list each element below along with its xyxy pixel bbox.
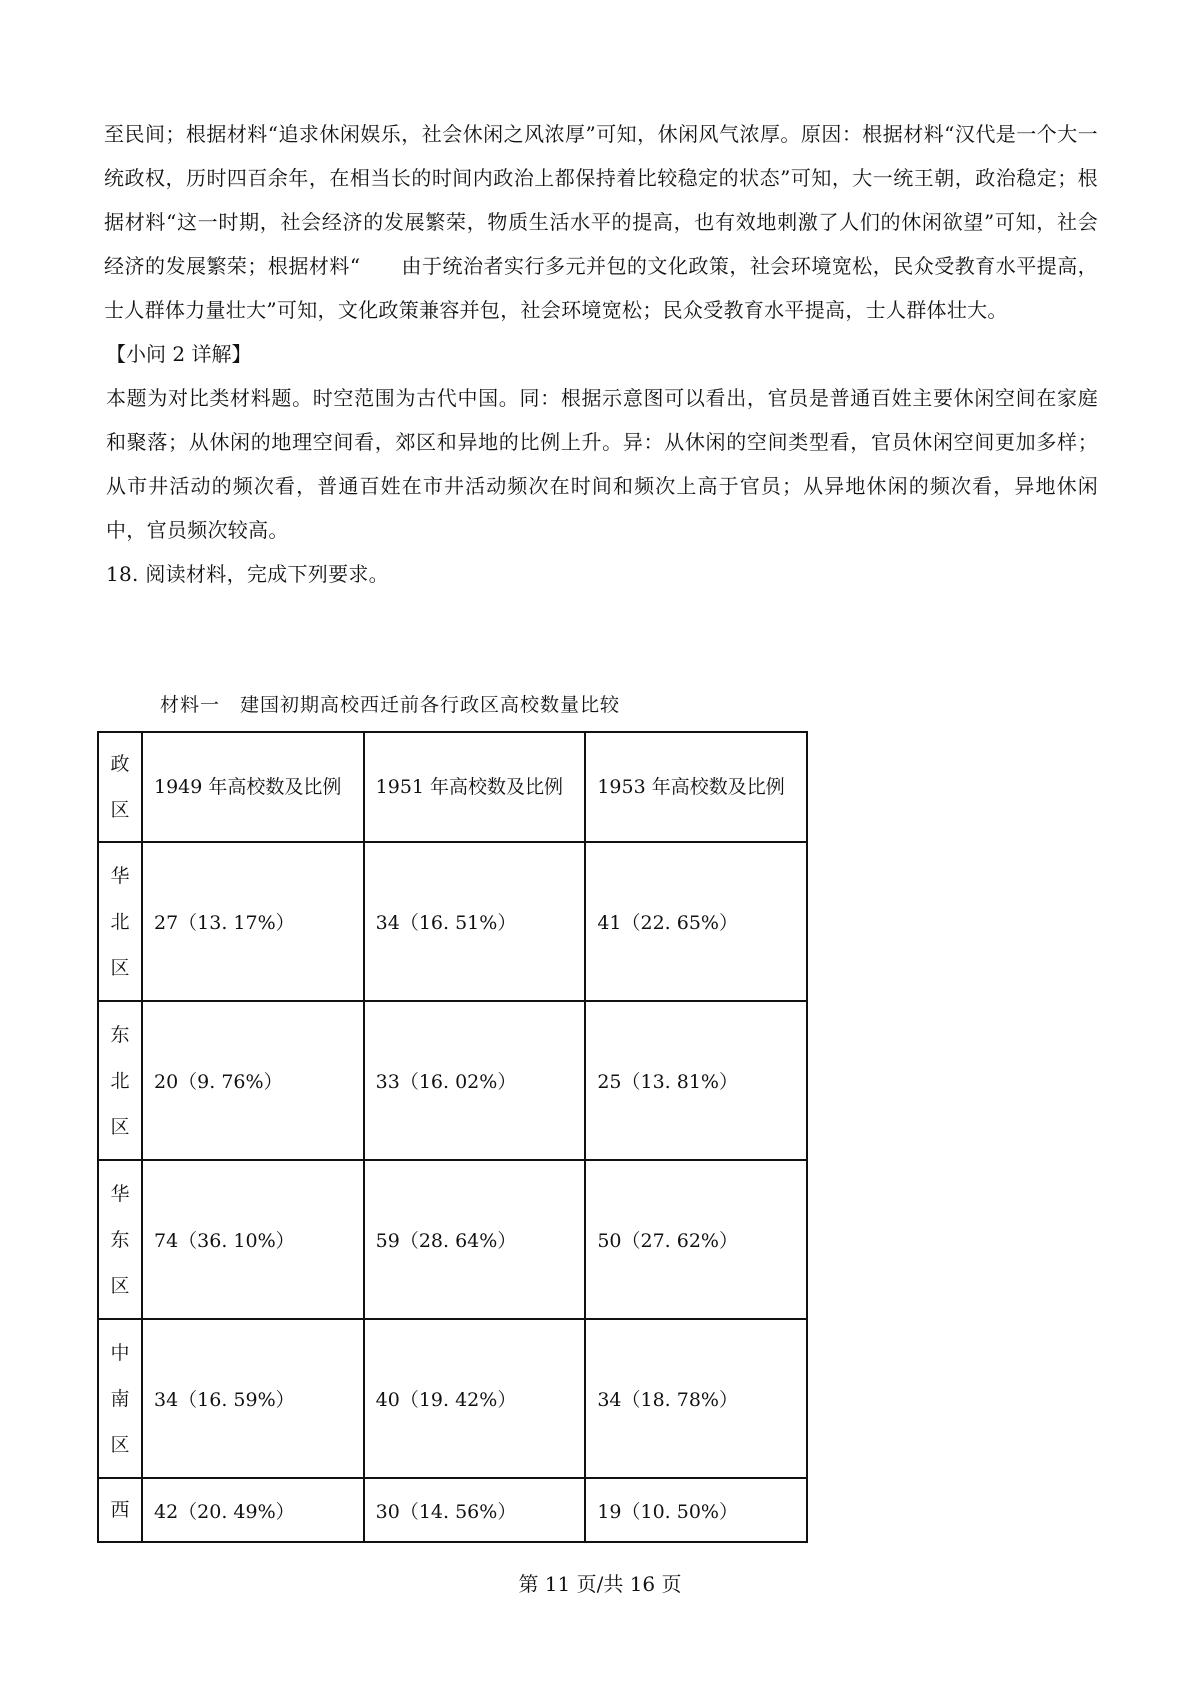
- table-row: [98, 1160, 807, 1319]
- table-caption: 材料一 建国初期高校西迁前各行政区高校数量比较: [160, 694, 621, 716]
- value-1949: 42（20. 49%）: [142, 1478, 364, 1542]
- region-cell: 华东区: [98, 1160, 142, 1319]
- table-row: [98, 842, 807, 1001]
- value-1951: 33（16. 02%）: [364, 1001, 586, 1160]
- header-1953: 1953 年高校数及比例: [585, 732, 807, 842]
- document-body: [106, 112, 1098, 596]
- subquestion-heading: 【小问 2 详解】: [106, 342, 252, 366]
- header-region: 政区: [98, 732, 142, 842]
- value-1951: 30（14. 56%）: [364, 1478, 586, 1542]
- table-row: [98, 1001, 807, 1160]
- value-1951: 59（28. 64%）: [364, 1160, 586, 1319]
- value-1953: 50（27. 62%）: [585, 1160, 807, 1319]
- region-cell: 中南区: [98, 1319, 142, 1478]
- value-1951: 40（19. 42%）: [364, 1319, 586, 1478]
- page-footer: 第 11 页/共 16 页: [518, 1572, 682, 1596]
- value-1953: 41（22. 65%）: [585, 842, 807, 1001]
- value-1949: 20（9. 76%）: [142, 1001, 364, 1160]
- value-1953: 25（13. 81%）: [585, 1001, 807, 1160]
- value-1953: 34（18. 78%）: [585, 1319, 807, 1478]
- header-1949: 1949 年高校数及比例: [142, 732, 364, 842]
- question-prompt: 18. 阅读材料，完成下列要求。: [106, 562, 389, 586]
- answer-paragraph-2: 本题为对比类材料题。时空范围为古代中国。同：根据示意图可以看出，官员是普通百姓主要休闲空间在家庭和聚落；从休闲的地理空间看，郊区和异地的比例上升。异：从休闲的空间类型看，官员休闲空间更加多样；从市井活动的频次看，普通百姓在市井活动频次在时间和频次上高于官员；从异地休闲的频次看，异地休闲中，官员频次较高。: [106, 386, 1098, 542]
- value-1949: 34（16. 59%）: [142, 1319, 364, 1478]
- table-header-row: [98, 732, 807, 842]
- value-1949: 27（13. 17%）: [142, 842, 364, 1001]
- region-cell: 东北区: [98, 1001, 142, 1160]
- universities-table: [97, 731, 808, 1543]
- value-1951: 34（16. 51%）: [364, 842, 586, 1001]
- answer-paragraph-1: 至民间；根据材料“追求休闲娱乐，社会休闲之风浓厚”可知，休闲风气浓厚。原因：根据材料“汉代是一个大一统政权，历时四百余年，在相当长的时间内政治上都保持着比较稳定的状态”可知，大一统王朝，政治稳定；根据材料“这一时期，社会经济的发展繁荣，物质生活水平的提高，也有效地刺激了人们的休闲欲望”可知，社会经济的发展繁荣；根据材料“ 由于统治者实行多元并包的文化政策，社会环境宽松，民众受教育水平提高，士人群体力量壮大”可知，文化政策兼容并包，社会环境宽松；民众受教育水平提高，士人群体壮大。: [104, 122, 1098, 322]
- value-1949: 74（36. 10%）: [142, 1160, 364, 1319]
- table-row: [98, 1478, 807, 1542]
- value-1953: 19（10. 50%）: [585, 1478, 807, 1542]
- header-1951: 1951 年高校数及比例: [364, 732, 586, 842]
- region-cell: 西: [98, 1478, 142, 1542]
- region-cell: 华北区: [98, 842, 142, 1001]
- table-row: [98, 1319, 807, 1478]
